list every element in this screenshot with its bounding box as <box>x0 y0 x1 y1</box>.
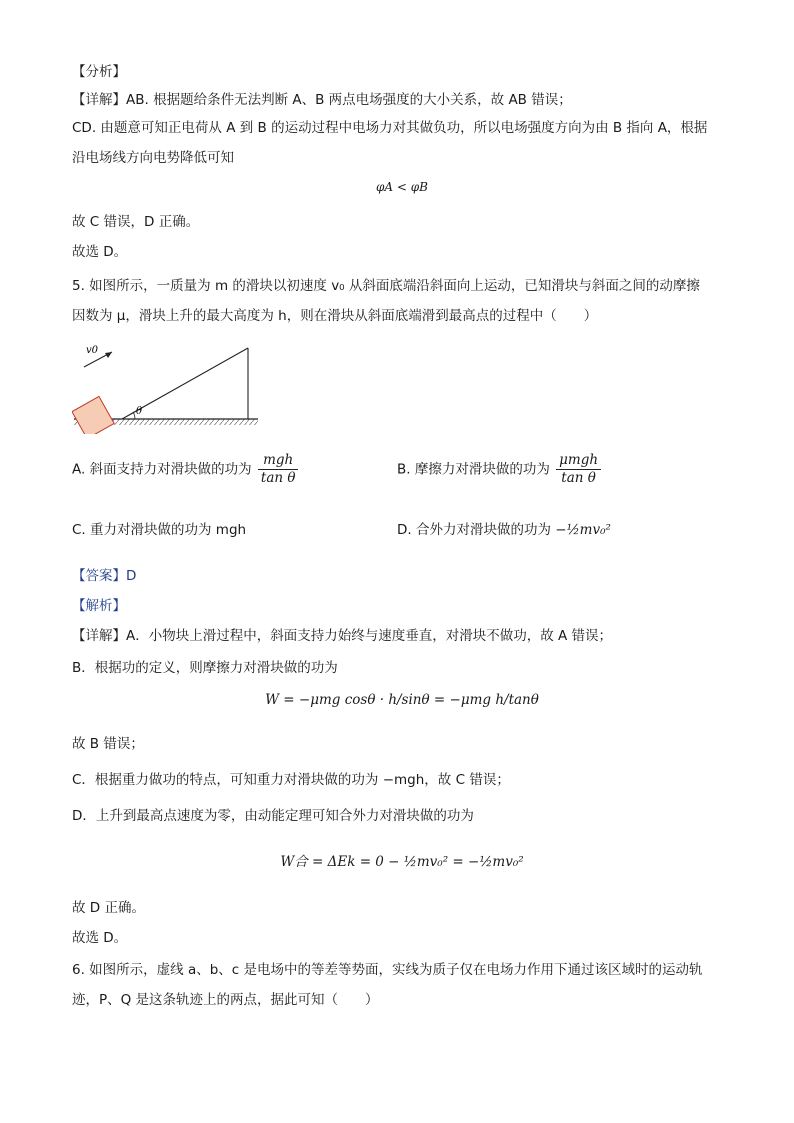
q5-detail-a: 【详解】A．小物块上滑过程中，斜面支持力始终与速度垂直，对滑块不做功，故 A 错误； <box>72 628 613 644</box>
q5-b-text: B．根据功的定义，则摩擦力对滑块做的功为 <box>72 660 338 676</box>
option-c[interactable]: C. 重力对滑块做的功为 mgh <box>72 522 247 538</box>
q6-stem-line1: 6. 如图所示，虚线 a、b、c 是电场中的等差等势面，实线为质子仅在电场力作用下通过该区域时的运动轨 <box>72 962 703 978</box>
q5-answer: 【答案】D <box>72 568 137 584</box>
q4-formula: φA < φB <box>376 180 428 194</box>
option-a[interactable] <box>72 452 300 487</box>
q4-cd-text2: 沿电场线方向电势降低可知 <box>72 150 234 166</box>
analysis-label: 【分析】 <box>72 64 126 80</box>
q5-explain-label: 【解析】 <box>72 598 126 614</box>
q4-ab-text: AB. 根据题给条件无法判断 A、B 两点电场强度的大小关系，故 AB 错误； <box>126 92 572 108</box>
option-a-prefix: A. 斜面支持力对滑块做的功为 <box>72 461 252 478</box>
q6-stem-line2: 迹，P、Q 是这条轨迹上的两点，据此可知（ ） <box>72 992 379 1008</box>
option-d-prefix: D. 合外力对滑块做的功为 <box>397 522 551 538</box>
theta-label: θ <box>136 406 143 417</box>
q5-choice: 故选 D。 <box>72 930 128 946</box>
q5-c-text: C．根据重力做功的特点，可知重力对滑块做的功为 −mgh，故 C 错误； <box>72 772 510 788</box>
q4-conclusion: 故 C 错误，D 正确。 <box>72 214 200 230</box>
q5-d-text: D．上升到最高点速度为零，由动能定理可知合外力对滑块做的功为 <box>72 808 474 824</box>
q5-b-conclusion: 故 B 错误； <box>72 736 144 752</box>
q5-d-conclusion: 故 D 正确。 <box>72 900 145 916</box>
option-b-fraction: $\frac{\text{μmgh}}{\text{tan θ}}$ <box>556 452 601 487</box>
option-d-expr: −½mv₀² <box>555 522 611 538</box>
q5-stem-line1: 5. 如图所示，一质量为 m 的滑块以初速度 v₀ 从斜面底端沿斜面向上运动，已知滑块与斜面之间的动摩擦 <box>72 278 700 294</box>
sliding-block <box>72 396 114 434</box>
q4-detail-label: 【详解】 <box>72 92 126 108</box>
v0-label: v0 <box>86 345 99 356</box>
q5-d-formula: W合 = ΔEk = 0 − ½mv₀² = −½mv₀² <box>280 854 524 870</box>
q5-stem-line2: 因数为 μ，滑块上升的最大高度为 h，则在滑块从斜面底端滑到最高点的过程中（ ） <box>72 308 598 324</box>
q4-choice: 故选 D。 <box>72 244 128 260</box>
option-b-prefix: B. 摩擦力对滑块做的功为 <box>397 461 550 478</box>
theta-arc <box>133 412 135 419</box>
incline-figure <box>72 344 262 434</box>
option-d[interactable] <box>397 520 611 540</box>
q5-b-formula: W = −μmg cosθ · h/sinθ = −μmg h/tanθ <box>265 692 539 708</box>
option-b[interactable] <box>397 452 603 487</box>
q4-ab-line <box>72 90 572 110</box>
q4-cd-text: CD. 由题意可知正电荷从 A 到 B 的运动过程中电场力对其做负功，所以电场强度方向为由 B 指向 A，根据 <box>72 120 708 136</box>
option-a-fraction: $\frac{\text{mgh}}{\text{tan θ}}$ <box>258 452 299 487</box>
